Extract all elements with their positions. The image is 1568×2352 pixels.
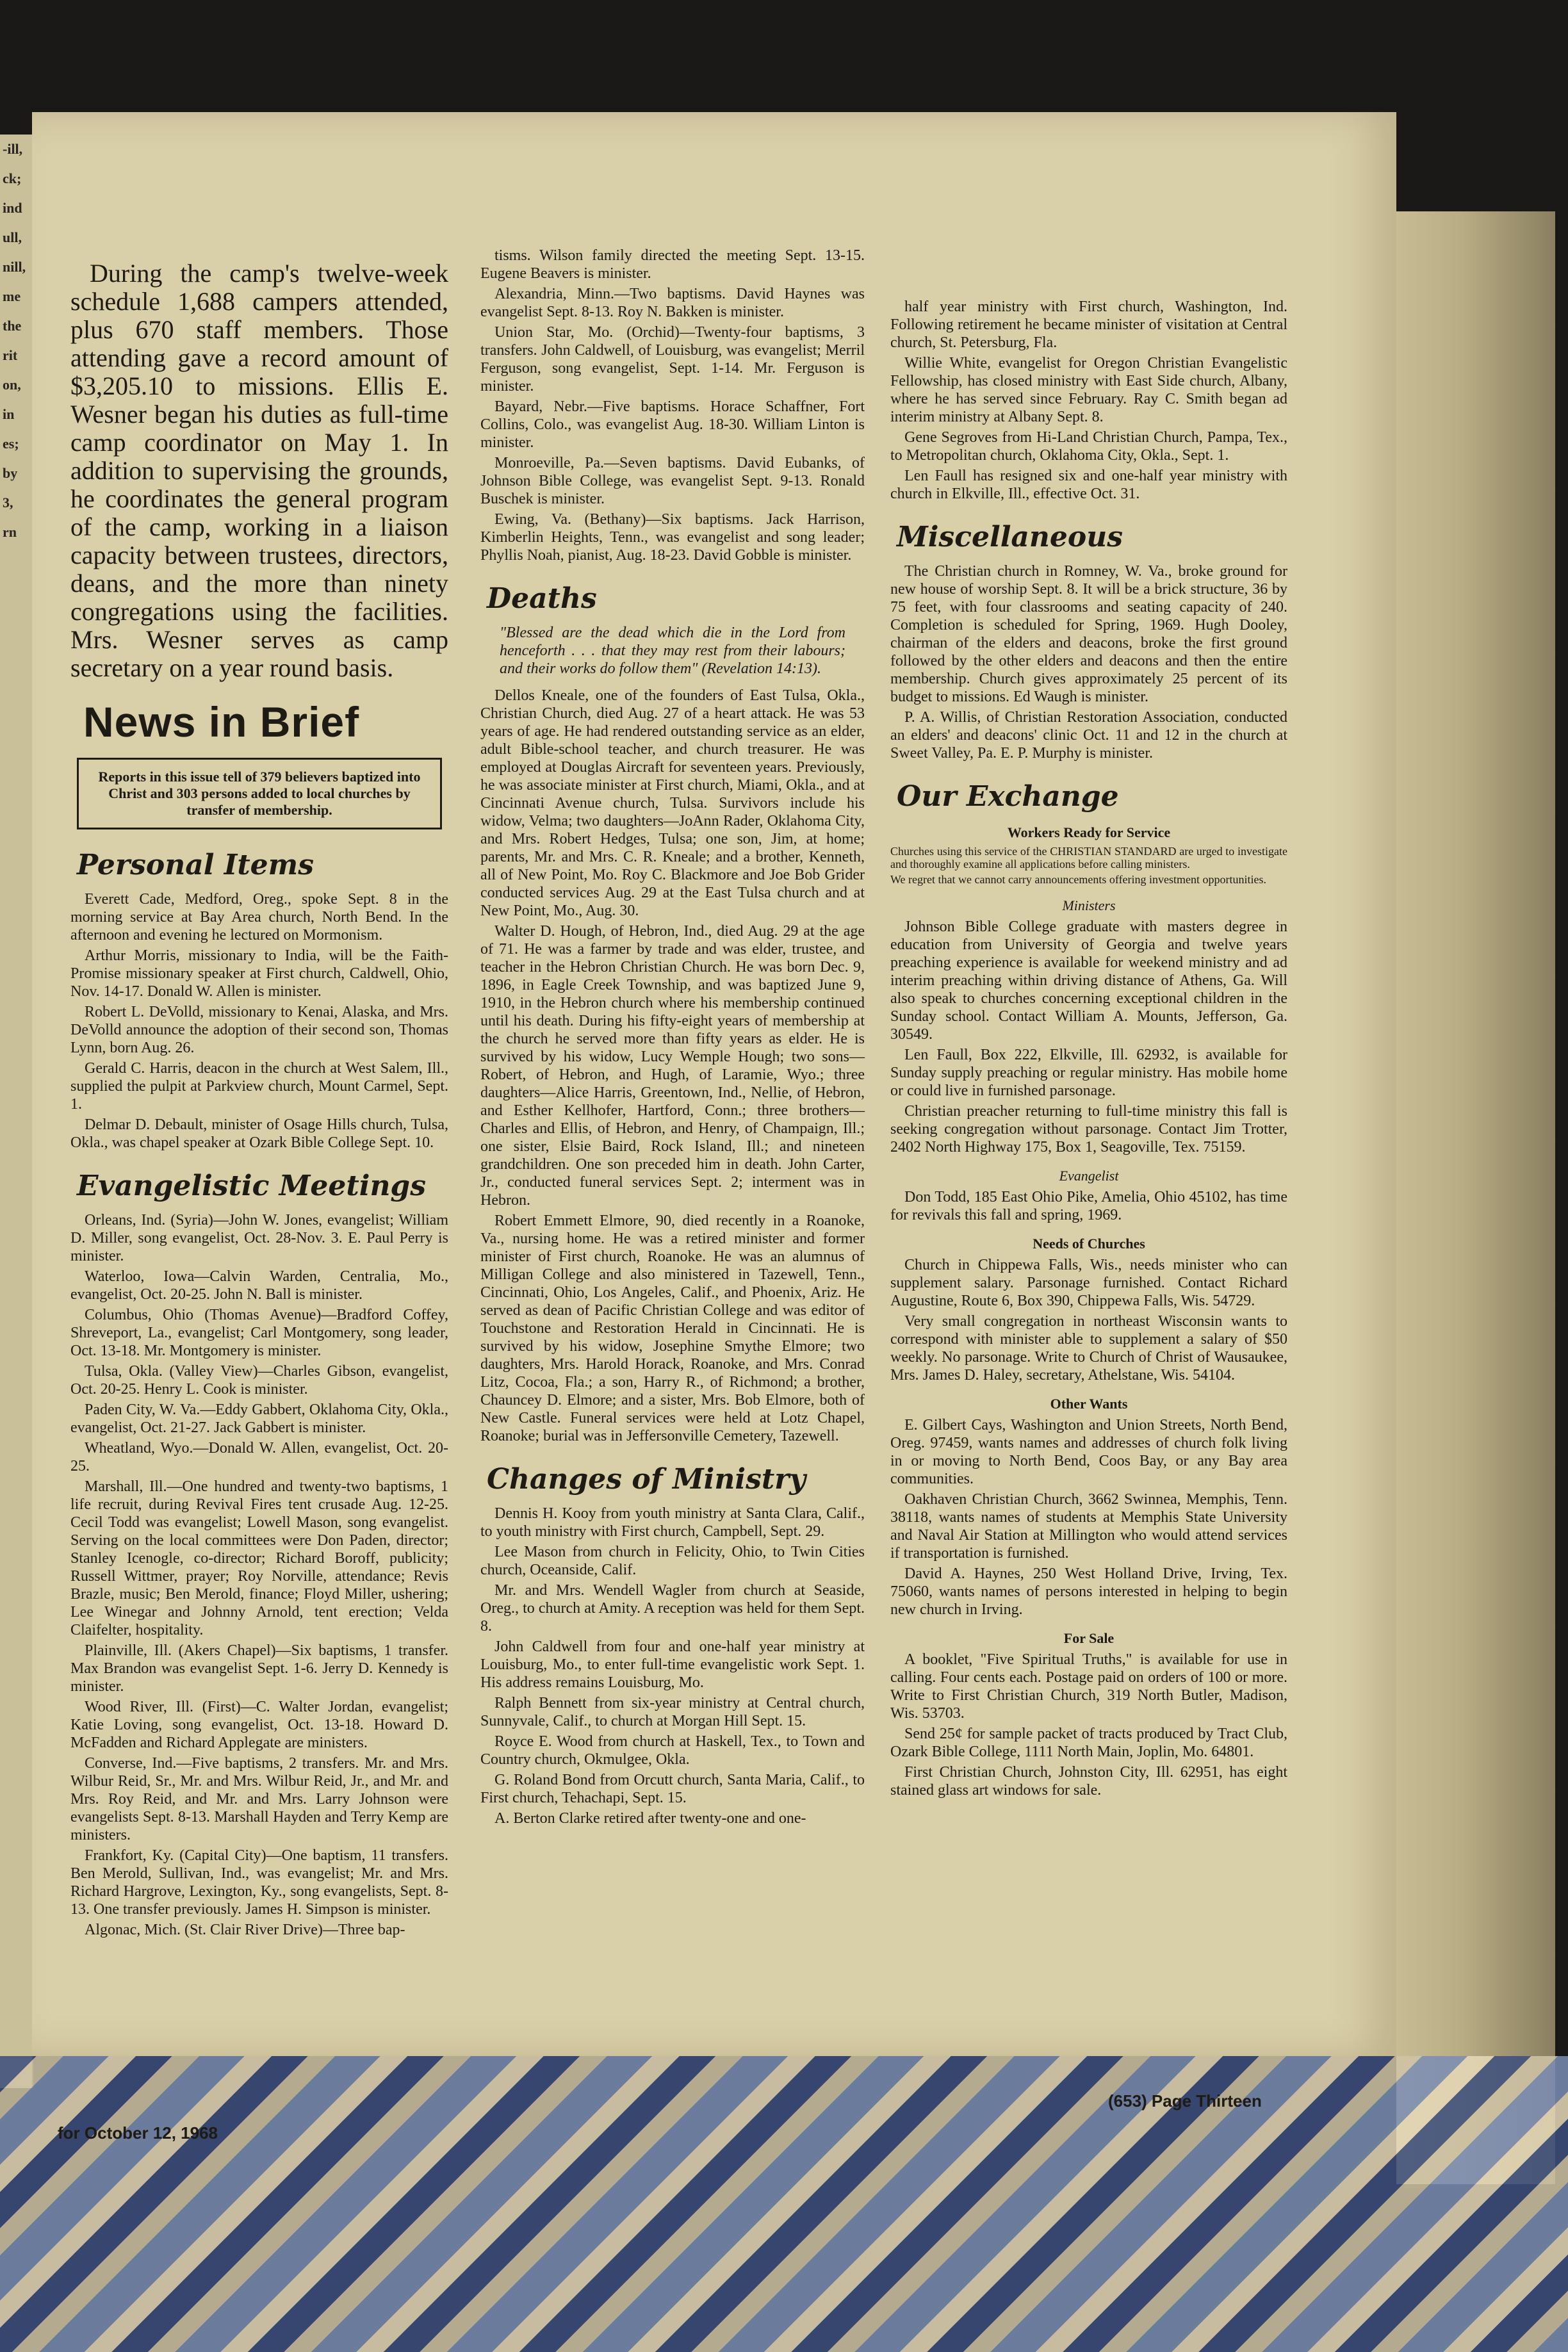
evangelist-heading: Evangelist	[1059, 1168, 1119, 1184]
news-paragraph: Very small congregation in northeast Wisconsin wants to correspond with minister able to supplement a salary of $50 weekly. No parsonage. Write to Church of Christ of Wausaukee, Mrs. James D. Haley, secretary, Athelstane, Wis. 54104.	[890, 1313, 1287, 1384]
news-paragraph: Columbus, Ohio (Thomas Avenue)—Bradford Coffey, Shreveport, La., evangelist; Carl Montgomery, song leader, Oct. 13-18. Mr. Montgomery is minister.	[70, 1307, 448, 1359]
workers-note-2: We regret that we cannot carry announcements offering investment opportunities.	[890, 873, 1267, 886]
personal-items-heading: Personal Items	[77, 849, 314, 881]
previous-page-text-fragment: 3,	[3, 494, 13, 510]
ministers-heading: Ministers	[1062, 897, 1116, 913]
news-paragraph: Bayard, Nebr.—Five baptisms. Horace Schaffner, Fort Collins, Colo., was evangelist Aug. 18-30. William Linton is minister.	[480, 398, 865, 451]
news-paragraph: First Christian Church, Johnston City, Ill. 62951, has eight stained glass art windows for sale.	[890, 1764, 1287, 1799]
news-paragraph: John Caldwell from four and one-half year ministry at Louisburg, Mo., to enter full-time evangelistic work Sept. 1. His address remains Louisburg, Mo.	[480, 1638, 865, 1691]
news-paragraph: The Christian church in Romney, W. Va., broke ground for new house of worship Sept. 8. It will be a brick structure, 36 by 75 feet, with four classrooms and seating capacity of 240. Completion is scheduled for Spring, 1969. Hugh Dooley, chairman of the elders and deacons, broke the first ground followed by the other elders and deacons and then the entire membership. Church gives approximately 25 percent of its budget to missions. Ed Waugh is minister.	[890, 563, 1287, 705]
news-paragraph: Alexandria, Minn.—Two baptisms. David Haynes was evangelist Sept. 8-13. Roy N. Bakken is minister.	[480, 286, 865, 320]
news-paragraph: Robert L. DeVolld, missionary to Kenai, Alaska, and Mrs. DeVolld announce the adoption of their second son, Thomas Lynn, born Aug. 26.	[70, 1004, 448, 1056]
magazine-page	[32, 112, 1396, 2143]
news-paragraph: Christian preacher returning to full-time ministry this fall is seeking congregation without parsonage. Contact Jim Trotter, 2402 North Highway 175, Box 1, Seagoville, Tex. 75159.	[890, 1103, 1287, 1156]
news-paragraph: Everett Cade, Medford, Oreg., spoke Sept. 8 in the morning service at Bay Area church, North Bend. In the afternoon and evening he lectured on Mormonism.	[70, 891, 448, 943]
news-paragraph: Waterloo, Iowa—Calvin Warden, Centralia, Mo., evangelist, Oct. 20-25. John N. Ball is minister.	[70, 1268, 448, 1303]
evangelistic-meetings-list	[70, 1211, 448, 1939]
other-wants-heading: Other Wants	[1050, 1396, 1128, 1412]
for-sale-list	[890, 1651, 1287, 1799]
previous-page-text-fragment: ind	[3, 200, 22, 216]
issue-date-footer: for October 12, 1968	[58, 2123, 218, 2143]
news-paragraph: Walter D. Hough, of Hebron, Ind., died Aug. 29 at the age of 71. He was a farmer by trade and was elder, trustee, and teacher in the Hebron Christian Church. He was born Dec. 9, 1896, in Eagle Creek Township, and was baptized June 9, 1910, in the Hebron church where his membership continued until his death. During his fifty-eight years of membership at the church he served more than fifty years as elder. He is survived by his widow, Lucy Wemple Hough; two sons—Robert, of Hebron, and Hugh, of Laramie, Wyo.; three daughters—Alice Harris, Greentown, Ind., Nellie, of Hebron, and Esther Kellhofer, Hartford, Conn.; three brothers—Charles and Ellis, of Hebron, and Henry, of Champaign, Ill.; one sister, Elsie Baird, Rock Island, Ill.; and nineteen grandchildren. One son preceded him in death. John Carter, Jr., conducted funeral services Sept. 2; interment was in Hebron.	[480, 923, 865, 1209]
news-paragraph: Converse, Ind.—Five baptisms, 2 transfers. Mr. and Mrs. Wilbur Reid, Sr., Mr. and Mrs. Wilbur Reid, Jr., and Mr. and Mrs. Roy Reid, and Mr. and Mrs. Larry Johnson were evangelists Sept. 8-13. Marshall Hayden and Terry Kemp are ministers.	[70, 1755, 448, 1843]
other-wants-list	[890, 1416, 1287, 1619]
previous-page-text-fragment: on,	[3, 377, 21, 393]
news-paragraph: G. Roland Bond from Orcutt church, Santa Maria, Calif., to First church, Tehachapi, Sept. 15.	[480, 1772, 865, 1806]
news-paragraph: Len Faull has resigned six and one-half year ministry with church in Elkville, Ill., effective Oct. 31.	[890, 468, 1287, 502]
changes-of-ministry-heading: Changes of Ministry	[487, 1463, 806, 1496]
deaths-list	[480, 687, 865, 1445]
deaths-scripture-quote: "Blessed are the dead which die in the Lord from henceforth . . . that they may rest from their labours; and their works do follow them" (Revelation 14:13).	[500, 625, 845, 677]
needs-list	[890, 1256, 1287, 1384]
previous-page-text-fragment: rn	[3, 524, 17, 540]
previous-page-text-fragment: ull,	[3, 229, 22, 245]
previous-page-text-fragment: -ill,	[3, 141, 23, 157]
news-paragraph: Johnson Bible College graduate with masters degree in education from University of Georgia and twelve years preaching experience is available for weekend ministry and ad interim preaching within driving distance of Athens, Ga. Will also speak to churches concerning exceptional children in the Sunday school. Contact William A. Mounts, Jefferson, Ga. 30549.	[890, 919, 1287, 1043]
news-paragraph: Algonac, Mich. (St. Clair River Drive)—Three bap-	[85, 1922, 405, 1938]
workers-ready-heading: Workers Ready for Service	[1007, 824, 1171, 840]
miscellaneous-heading: Miscellaneous	[897, 521, 1123, 553]
camp-intro-text: During the camp's twelve-week schedule 1,688 campers attended, plus 670 staff members. Those attending gave a record amount of $3,205.10 to missions. Ellis E. Wesner began his duties as full-time camp coordinator on May 1. In addition to supervising the grounds, he coordinates the general program of the camp, working in a liaison capacity between trustees, directors, deans, and the more than ninety congregations using the facilities. Mrs. Wesner serves as camp secretary on a year round basis.	[70, 259, 448, 682]
previous-page-text-fragment: the	[3, 318, 22, 334]
news-paragraph: Robert Emmett Elmore, 90, died recently in a Roanoke, Va., nursing home. He was a retired minister and former minister of First church, Roanoke. He was an alumnus of Milligan College and also ministered in Tazewell, Tenn., Cincinnati, Ohio, Los Angeles, Calif., and Phoenix, Ariz. He served as dean of Pacific Christian College and was editor of Touchstone and Restoration Herald in Cincinnati. He is survived by his widow, Josephine Smythe Elmore; two daughters, Mrs. Harold Horack, Roanoke, and Mrs. Conrad Litz, Cocoa, Fla.; a son, Harry R., of Richmond; a brother, Chauncey D. Elmore; and a sister, Mrs. Bob Elmore, both of New Castle. Funeral services were held at Lotz Chapel, Roanoke; burial was in Jeffersonville Cemetery, Tazewell.	[480, 1213, 865, 1444]
needs-of-churches-heading: Needs of Churches	[1033, 1236, 1145, 1252]
news-paragraph: Dennis H. Kooy from youth ministry at Santa Clara, Calif., to youth ministry with First church, Campbell, Sept. 29.	[480, 1505, 865, 1540]
news-paragraph: Wood River, Ill. (First)—C. Walter Jordan, evangelist; Katie Loving, song evangelist, Oct. 13-18. Howard D. McFadden and Richard Applegate are ministers.	[70, 1699, 448, 1751]
evangelistic-meetings-heading: Evangelistic Meetings	[77, 1170, 426, 1202]
page-stack-edge	[1396, 211, 1555, 2184]
news-paragraph: Marshall, Ill.—One hundred and twenty-two baptisms, 1 life recruit, during Revival Fires tent crusade Aug. 12-25. Cecil Todd was evangelist; Lowell Mason, song evangelist. Serving on the local committees were Don Paden, director; Stanley Icenogle, co-director; Richard Boroff, publicity; Russell Wittmer, prayer; Roy Norville, attendance; Revis Brazle, music; Ben Merold, finance; Floyd Miller, ushering; Lee Winegar and Johnny Arnold, tent erection; Velda Claifelter, hospitality.	[70, 1478, 448, 1638]
news-paragraph: Don Todd, 185 East Ohio Pike, Amelia, Ohio 45102, has time for revivals this fall and spring, 1969.	[890, 1189, 1287, 1223]
changes-of-ministry-list	[480, 1505, 865, 1827]
workers-note-1: Churches using this service of the CHRISTIAN STANDARD are urged to investigate and thoroughly examine all applications before calling ministers.	[890, 845, 1287, 870]
changes-continued-list	[890, 298, 1287, 503]
news-paragraph: Lee Mason from church in Felicity, Ohio, to Twin Cities church, Oceanside, Calif.	[480, 1544, 865, 1578]
news-paragraph: David A. Haynes, 250 West Holland Drive, Irving, Tex. 75060, wants names of persons interested in helping to begin new church in Irving.	[890, 1565, 1287, 1618]
personal-items-list	[70, 890, 448, 1152]
news-paragraph: Monroeville, Pa.—Seven baptisms. David Eubanks, of Johnson Bible College, was evangelist Sept. 9-13. Ronald Buschek is minister.	[480, 455, 865, 507]
fabric-background	[0, 2056, 1568, 2352]
previous-page-text-fragment: rit	[3, 347, 18, 363]
news-paragraph: Mr. and Mrs. Wendell Wagler from church at Seaside, Oreg., to church at Amity. A reception was held for them Sept. 8.	[480, 1582, 865, 1635]
news-paragraph: Frankfort, Ky. (Capital City)—One baptism, 11 transfers. Ben Merold, Sullivan, Ind., was evangelist; Mr. and Mrs. Richard Hargrove, Lexington, Ky., song evangelists, Sept. 8-13. One transfer previously. James H. Simpson is minister.	[70, 1847, 448, 1918]
news-paragraph: Send 25¢ for sample packet of tracts produced by Tract Club, Ozark Bible College, 1111 North Main, Joplin, Mo. 64801.	[890, 1726, 1287, 1760]
previous-page-text-fragment: ck;	[3, 170, 22, 186]
news-paragraph: A. Berton Clarke retired after twenty-one and one-	[494, 1810, 806, 1827]
news-paragraph: A booklet, "Five Spiritual Truths," is available for use in calling. Four cents each. Postage paid on orders of 100 or more. Write to First Christian Church, 319 North Butler, Madison, Wis. 53703.	[890, 1651, 1287, 1722]
page-number-footer: (653) Page Thirteen	[1108, 2091, 1262, 2111]
news-paragraph: Tulsa, Okla. (Valley View)—Charles Gibson, evangelist, Oct. 20-25. Henry L. Cook is minister.	[70, 1363, 448, 1398]
news-paragraph: Orleans, Ind. (Syria)—John W. Jones, evangelist; William D. Miller, song evangelist, Oct. 28-Nov. 3. E. Paul Perry is minister.	[70, 1212, 448, 1264]
our-exchange-heading: Our Exchange	[897, 780, 1119, 813]
news-paragraph: Royce E. Wood from church at Haskell, Tex., to Town and Country church, Okmulgee, Okla.	[480, 1733, 865, 1768]
ministers-list	[890, 918, 1287, 1156]
previous-page-text-fragment: nill,	[3, 259, 26, 275]
previous-page-text-fragment: by	[3, 465, 18, 481]
evangelist-list	[890, 1188, 1287, 1224]
news-paragraph: Ewing, Va. (Bethany)—Six baptisms. Jack Harrison, Kimberlin Heights, Tenn., was evangelist and song leader; Phyllis Noah, pianist, Aug. 18-23. David Gobble is minister.	[480, 511, 865, 564]
column-2	[480, 247, 865, 1830]
news-in-brief-title: News in Brief	[83, 698, 360, 746]
column-1	[70, 259, 448, 1941]
meetings-continued-list	[480, 247, 865, 564]
news-paragraph: E. Gilbert Cays, Washington and Union Streets, North Bend, Oreg. 97459, wants names and addresses of church folk living in or moving to North Bend, Coos Bay, or any Bay area communities.	[890, 1417, 1287, 1487]
news-summary-box: Reports in this issue tell of 379 believers baptized into Christ and 303 persons added to local churches by transfer of membership.	[77, 758, 442, 829]
news-paragraph: Union Star, Mo. (Orchid)—Twenty-four baptisms, 3 transfers. John Caldwell, of Louisburg, was evangelist; Merril Ferguson, song evangelist, Sept. 1-14. Mr. Ferguson is minister.	[480, 324, 865, 395]
news-paragraph: tisms. Wilson family directed the meeting Sept. 13-15. Eugene Beavers is minister.	[480, 247, 865, 282]
previous-page-text-fragment: me	[3, 288, 21, 304]
news-paragraph: Ralph Bennett from six-year ministry at Central church, Sunnyvale, Calif., to church at Morgan Hill Sept. 15.	[480, 1695, 865, 1729]
news-paragraph: Church in Chippewa Falls, Wis., needs minister who can supplement salary. Parsonage furnished. Contact Richard Augustine, Route 6, Box 390, Chippewa Falls, Wis. 54729.	[890, 1257, 1287, 1309]
news-paragraph: P. A. Willis, of Christian Restoration Association, conducted an elders' and deacons' clinic Oct. 11 and 12 in the church at Sweet Valley, Pa. E. P. Murphy is minister.	[890, 709, 1287, 762]
deaths-heading: Deaths	[487, 582, 597, 615]
news-paragraph: Arthur Morris, missionary to India, will be the Faith-Promise missionary speaker at First church, Caldwell, Ohio, Nov. 14-17. Donald W. Allen is minister.	[70, 947, 448, 1000]
news-paragraph: Willie White, evangelist for Oregon Christian Evangelistic Fellowship, has closed ministry with East Side church, Albany, where he has served since February. Ray C. Smith began ad interim ministry at Albany Sept. 8.	[890, 355, 1287, 425]
previous-page-text-fragment: in	[3, 406, 15, 422]
news-paragraph: Len Faull, Box 222, Elkville, Ill. 62932, is available for Sunday supply preaching or regular ministry. Has mobile home or could live in furnished parsonage.	[890, 1047, 1287, 1099]
news-paragraph: Oakhaven Christian Church, 3662 Swinnea, Memphis, Tenn. 38118, wants names of students at Memphis State University and Naval Air Station at Millington who would attend services if transportation is furnished.	[890, 1491, 1287, 1562]
news-paragraph: Dellos Kneale, one of the founders of East Tulsa, Okla., Christian Church, died Aug. 27 of a heart attack. He was 53 years of age. He had rendered outstanding service as an elder, adult Bible-school teacher, and church treasurer. He was employed at Douglas Aircraft for seventeen years. Previously, he was associate minister at First church, Miami, Okla., and at Cincinnati Avenue church, Tulsa. Survivors include his widow, Velma; two daughters—JoAnn Rader, Oklahoma City, and Mrs. Robert Hedges, Tulsa; one son, Jim, at home; parents, Mr. and Mrs. C. R. Kneale; and a brother, Kenneth, all of New Point, Mo. Roy C. Blackmore and Joe Bob Grider conducted services Aug. 29 at the East Tulsa church and at New Point, Mo., Aug. 30.	[480, 687, 865, 919]
news-paragraph: Plainville, Ill. (Akers Chapel)—Six baptisms, 1 transfer. Max Brandon was evangelist Sept. 1-6. Jerry D. Kennedy is minister.	[70, 1642, 448, 1695]
previous-page-text-fragment: es;	[3, 436, 19, 452]
news-paragraph: Wheatland, Wyo.—Donald W. Allen, evangelist, Oct. 20-25.	[70, 1440, 448, 1474]
news-paragraph: Gene Segroves from Hi-Land Christian Church, Pampa, Tex., to Metropolitan church, Oklahoma City, Okla., Sept. 1.	[890, 429, 1287, 464]
news-paragraph: Delmar D. Debault, minister of Osage Hills church, Tulsa, Okla., was chapel speaker at Ozark Bible College Sept. 10.	[70, 1116, 448, 1151]
news-paragraph: half year ministry with First church, Washington, Ind. Following retirement he became minister of visitation at Central church, St. Petersburg, Fla.	[890, 298, 1287, 351]
news-paragraph: Gerald C. Harris, deacon in the church at West Salem, Ill., supplied the pulpit at Parkview church, Mount Carmel, Sept. 1.	[70, 1060, 448, 1113]
news-paragraph: Paden City, W. Va.—Eddy Gabbert, Oklahoma City, Okla., evangelist, Oct. 21-27. Jack Gabbert is minister.	[70, 1401, 448, 1436]
previous-page-edge	[0, 135, 33, 2088]
column-3	[890, 298, 1287, 1802]
for-sale-heading: For Sale	[1063, 1630, 1115, 1646]
miscellaneous-list	[890, 562, 1287, 762]
